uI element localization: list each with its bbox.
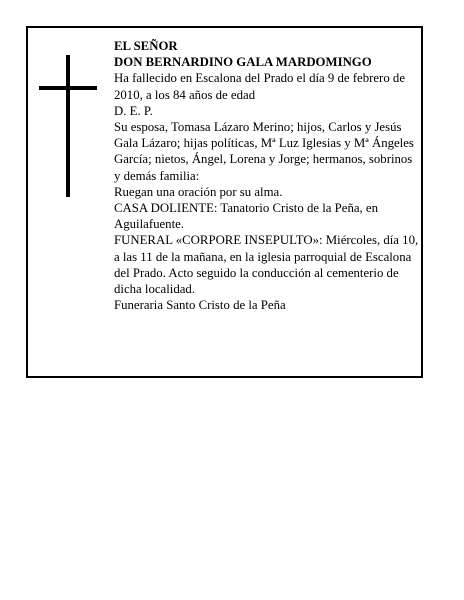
title-line: EL SEÑOR bbox=[114, 39, 178, 53]
passing-statement: Ha fallecido en Escalona del Prado el día 9 de febrero de 2010, a los 84 años de edad bbox=[114, 71, 405, 102]
mourning-house: CASA DOLIENTE: Tanatorio Cristo de la Peña, en Aguilafuente. bbox=[114, 201, 379, 232]
cross-horizontal-bar bbox=[39, 86, 97, 90]
obituary-notice bbox=[26, 26, 423, 378]
family-list: Su esposa, Tomasa Lázaro Merino; hijos, Carlos y Jesús Gala Lázaro; hijas políticas, Mª Luz Iglesias y Mª Ángeles García; nietos, Ángel, Lorena y Jorge; hermanos, sobrinos y demás familia: bbox=[114, 120, 414, 183]
deceased-name: DON BERNARDINO GALA MARDOMINGO bbox=[114, 55, 372, 70]
funeral-home: Funeraria Santo Cristo de la Peña bbox=[114, 298, 286, 313]
funeral-details: FUNERAL «CORPORE INSEPULTO»: Miércoles, día 10, a las 11 de la mañana, en la iglesia parroquial de Escalona del Prado. Acto seguido la conducción al cementerio de dicha localidad. bbox=[114, 233, 419, 297]
prayer-request: Ruegan una oración por su alma. bbox=[114, 184, 283, 199]
cross-vertical-bar bbox=[66, 55, 70, 197]
rip-line: D. E. P. bbox=[114, 103, 153, 118]
notice-text bbox=[114, 38, 419, 313]
